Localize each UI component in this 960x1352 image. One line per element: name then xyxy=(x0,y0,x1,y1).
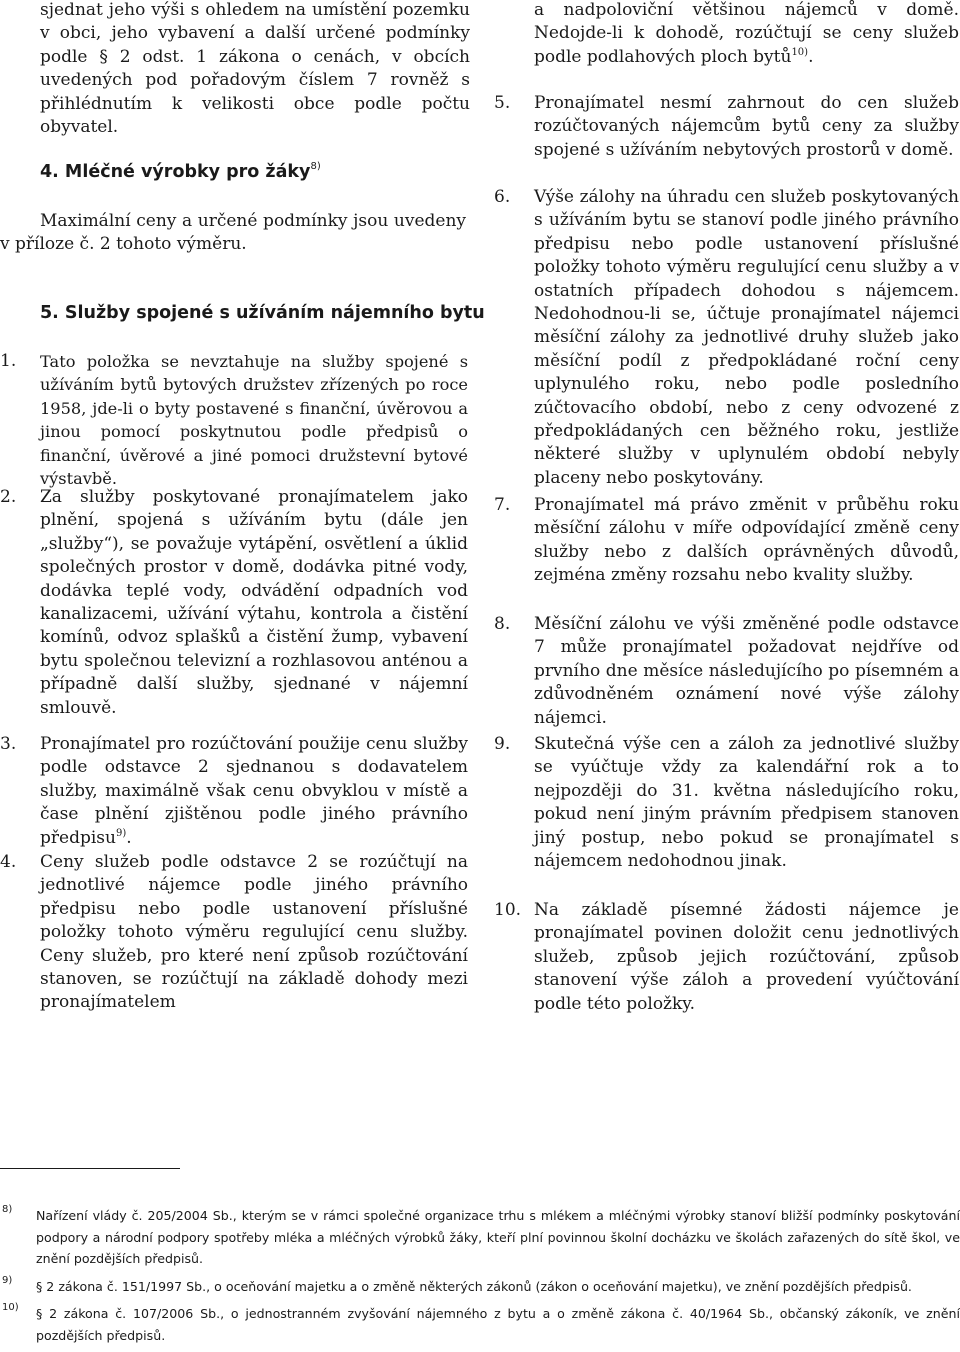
list-item-text: Tato položka se nevztahuje na služby spojené s užíváním bytů bytových družstev zřízených po roce 1958, jde-li o byty postavené s finanční, úvěrovou a jinou pomocí poskytnutou podle předpisů o finanční, úvěrové a jiné pomoci družstevní bytové výstavbě. xyxy=(40,352,468,489)
footnote-9: 9) § 2 zákona č. 151/1997 Sb., o oceňování majetku a o změně některých zákonů (zákon o oceňování majetku), ve znění pozdějších předpisů. xyxy=(2,1274,912,1294)
list-item-text: Pronajímatel pro rozúčtování použije cenu služby podle odstavce 2 sjednanou s dodavatelem služby, maximálně však cenu obvyklou v místě a čase plnění zjištěnou podle jiného právního předpisu$^{9)}$. xyxy=(40,734,468,848)
list-item-text: Za služby poskytované pronajímatelem jako plnění, spojená s užíváním bytu (dále jen „služby“), se považuje vytápění, osvětlení a úklid společných prostor v domě, dodávka pitné vody, dodávka teplé vody, odvádění odpadních vod kanalizacemi, užívání výtahu, kontrola a čistění komínů, odvoz splašků a čistění žump, vybavení bytu společnou televizní a rozhlasovou anténou a případně další služby, sjednané v nájemní smlouvě. xyxy=(40,487,468,718)
list-item-text: Skutečná výše cen a záloh za jednotlivé služby se vyúčtuje vždy za kalendářní rok a to nejpozději do 31. května následujícího roku, pokud není jiným právním předpisem stanoven jiný postup, nebo pokud se pronajímatel s nájemcem nedohodnou jinak. xyxy=(534,734,959,872)
footnote-divider xyxy=(0,1168,180,1169)
list-item-10: 10. Na základě písemné žádosti nájemce je pronajímatel povinen doložit cenu jednotlivých služeb, způsob jejich rozúčtování, způsob stanovení výše záloh a provedení vyúčtování podle této položky. xyxy=(494,899,959,1016)
footnote-8: 8) Nařízení vlády č. 205/2004 Sb., kterým se v rámci společné organizace trhu s mlékem a mléčnými výrobky stanoví bližší podmínky poskytování podpory a národní podpory spotřeby mléka a mléčných výrobků žáky, kteří plní povinnou školní docházku ve školách zařazených do sítě škol, ve znění pozdějších předpisů. xyxy=(2,1204,960,1266)
list-item-9: 9. Skutečná výše cen a záloh za jednotlivé služby se vyúčtuje vždy za kalendářní rok a to nejpozději do 31. května následujícího roku, pokud není jiným právním předpisem stanoven jiný postup, nebo pokud se pronajímatel s nájemcem nedohodnou jinak. xyxy=(494,733,959,873)
list-item-text: Na základě písemné žádosti nájemce je pronajímatel povinen doložit cenu jednotlivých služeb, způsob jejich rozúčtování, způsob stanovení výše záloh a provedení vyúčtování podle této položky. xyxy=(534,900,959,1014)
list-item-text: Výše zálohy na úhradu cen služeb poskytovaných s užíváním bytu se stanoví podle jiného právního předpisu nebo podle ustanovení příslušné položky tohoto výměru regulující cenu služby a v ostatních případech dohodou s nájemcem. Nedohodnou-li se, účtuje pronajímatel nájemci měsíční zálohy za jednotlivé druhy služeb jako měsíční podíl z předpokládané roční ceny uplynulého roku, nebo podle posledního zúčtovacího období, nebo z ceny odvozené z předpokládaných cen běžného roku, jestliže některé služby v uplynulém období nebyly placeny nebo poskytovány. xyxy=(534,187,959,488)
continuation-paragraph: a nadpoloviční většinou nájemců v domě. Nedojde-li k dohodě, rozúčtují se ceny služeb podle podlahových ploch bytů$^{10)}$. xyxy=(534,0,959,67)
list-item-7: 7. Pronajímatel má právo změnit v průběhu roku měsíční zálohu v míře odpovídající změně ceny služby nebo z dalších oprávněných důvodů, zejména změny rozsahu nebo kvality služby. xyxy=(494,494,959,588)
section-heading-4: 4. Mléčné výrobky pro žáky$^{8)}$ xyxy=(40,161,321,182)
list-item-text: Ceny služeb podle odstavce 2 se rozúčtují na jednotlivé nájemce podle jiného právního předpisu nebo podle ustanovení příslušné položky tohoto výměru regulující cenu služby. Ceny služeb, pro které není způsob rozúčtování stanoven, se rozúčtují na základě dohody mezi pronajímatelem xyxy=(40,852,468,1013)
list-item-text: Měsíční zálohu ve výši změněné podle odstavce 7 může pronajímatel požadovat nejdříve od prvního dne měsíce následujícího po písemném a zdůvodněném oznámení nové výše zálohy nájemci. xyxy=(534,614,959,728)
list-item-8: 8. Měsíční zálohu ve výši změněné podle odstavce 7 může pronajímatel požadovat nejdříve od prvního dne měsíce následujícího po písemném a zdůvodněném oznámení nové výše zálohy nájemci. xyxy=(494,613,959,730)
intro-paragraph: sjednat jeho výši s ohledem na umístění pozemku v obci, jeho vybavení a další určené podmínky podle § 2 odst. 1 zákona o cenách, v obcích uvedených pod pořadovým číslem 7 rovněž s přihlédnutím k velikosti obce podle počtu obyvatel. xyxy=(40,0,470,138)
footnote-10: 10) § 2 zákona č. 107/2006 Sb., o jednostranném zvyšování nájemného z bytu a o změně zákona č. 40/1964 Sb., občanský zákoník, ve znění pozdějších předpisů. xyxy=(2,1302,960,1343)
footnotes xyxy=(0,1205,960,1352)
list-item-2: 2. Za služby poskytované pronajímatelem jako plnění, spojená s užíváním bytu (dále jen „služby“), se považuje vytápění, osvětlení a úklid společných prostor v domě, dodávka pitné vody, dodávka teplé vody, odvádění odpadních vod kanalizacemi, užívání výtahu, kontrola a čistění komínů, odvoz splašků a čistění žump, vybavení bytu společnou televizní a rozhlasovou anténou a případně další služby, sjednané v nájemní smlouvě. xyxy=(0,486,468,720)
list-item-4: 4. Ceny služeb podle odstavce 2 se rozúčtují na jednotlivé nájemce podle jiného právního předpisu nebo podle ustanovení příslušné položky tohoto výměru regulující cenu služby. Ceny služeb, pro které není způsob rozúčtování stanoven, se rozúčtují na základě dohody mezi pronajímatelem xyxy=(0,851,468,1015)
list-item-text: Pronajímatel nesmí zahrnout do cen služeb rozúčtovaných nájemcům bytů ceny za služby spojené s užíváním nebytových prostorů v domě. xyxy=(534,93,959,160)
section-4-text: Maximální ceny a určené podmínky jsou uvedeny v příloze č. 2 tohoto výměru. xyxy=(0,211,466,255)
list-item-1: 1. Tato položka se nevztahuje na služby spojené s užíváním bytů bytových družstev zřízených po roce 1958, jde-li o byty postavené s finanční, úvěrovou a jinou pomocí poskytnutou podle předpisů o finanční, úvěrové a jiné pomoci družstevní bytové výstavbě. xyxy=(0,350,468,490)
list-item-3: 3. Pronajímatel pro rozúčtování použije cenu služby podle odstavce 2 sjednanou s dodavatelem služby, maximálně však cenu obvyklou v místě a čase plnění zjištěnou podle jiného právního předpisu$^{9)}$. xyxy=(0,733,468,850)
section-heading-5: 5. Služby spojené s užíváním nájemního bytu xyxy=(40,303,485,323)
list-item-6: 6. Výše zálohy na úhradu cen služeb poskytovaných s užíváním bytu se stanoví podle jiného právního předpisu nebo podle ustanovení příslušné položky tohoto výměru regulující cenu služby a v ostatních případech dohodou s nájemcem. Nedohodnou-li se, účtuje pronajímatel nájemci měsíční zálohy za jednotlivé druhy služeb jako měsíční podíl z předpokládané roční ceny uplynulého roku, nebo podle posledního zúčtovacího období, nebo z ceny odvozené z předpokládaných cen běžného roku, jestliže některé služby v uplynulém období nebyly placeny nebo poskytovány. xyxy=(494,186,959,490)
list-item-5: 5. Pronajímatel nesmí zahrnout do cen služeb rozúčtovaných nájemcům bytů ceny za služby spojené s užíváním nebytových prostorů v domě. xyxy=(494,92,959,162)
list-item-text: Pronajímatel má právo změnit v průběhu roku měsíční zálohu v míře odpovídající změně ceny služby nebo z dalších oprávněných důvodů, zejména změny rozsahu nebo kvality služby. xyxy=(534,495,959,586)
